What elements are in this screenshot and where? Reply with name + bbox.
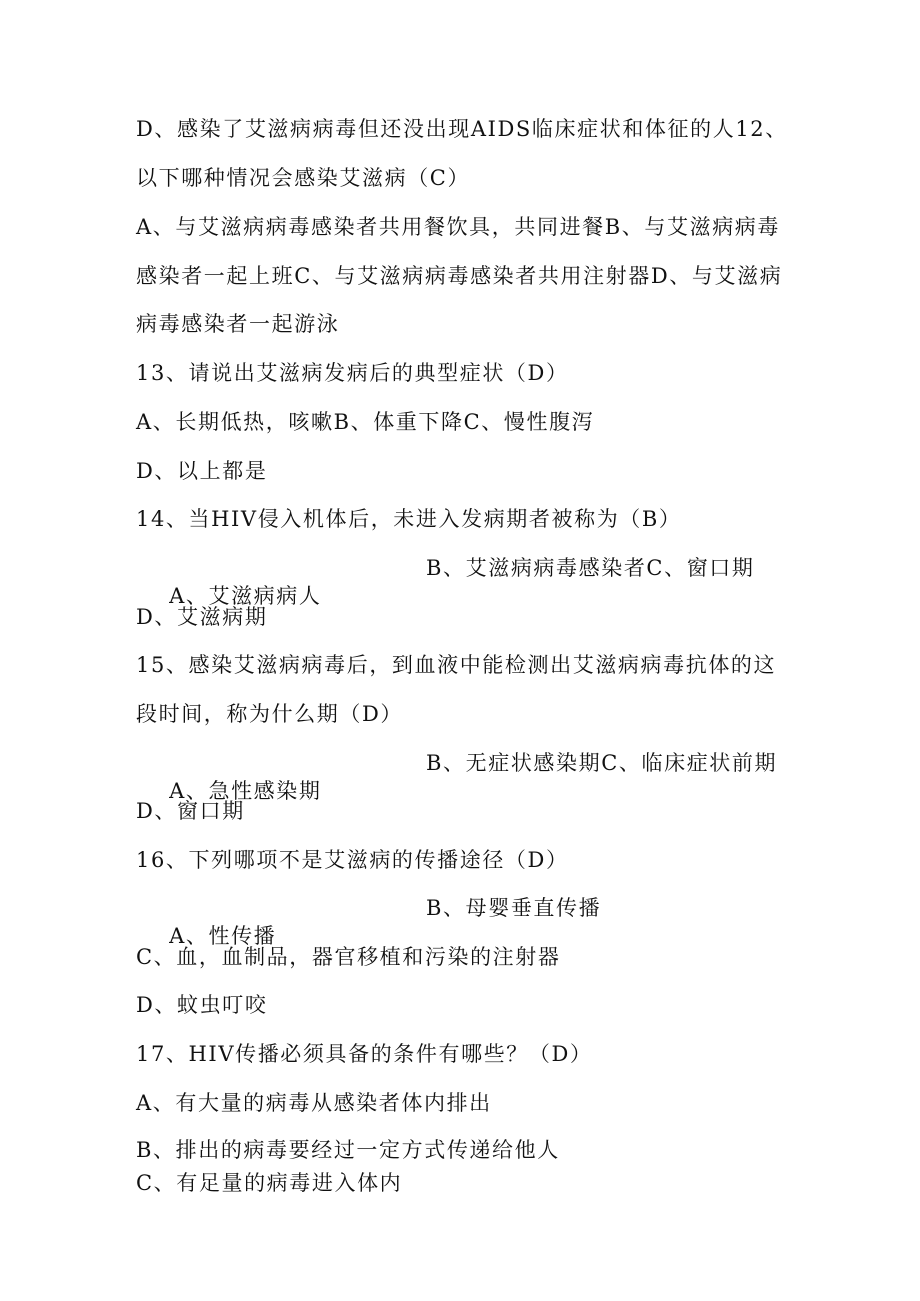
option-b: B、无症状感染期C、临床症状前期 xyxy=(426,751,778,775)
text-line: C、血，血制品，器官移植和污染的注射器 xyxy=(136,945,561,969)
question-17: 17、HIV传播必须具备的条件有哪些？（D） xyxy=(136,1042,593,1066)
text-line: 感染者一起上班C、与艾滋病病毒感染者共用注射器D、与艾滋病 xyxy=(136,264,783,288)
text-line: D、蚊虫叮咬 xyxy=(136,993,268,1017)
option-b: B、艾滋病病毒感染者C、窗口期 xyxy=(426,556,755,580)
question-13: 13、请说出艾滋病发病后的典型症状（D） xyxy=(136,361,569,385)
question-15: 15、感染艾滋病病毒后，到血液中能检测出艾滋病病毒抗体的这 xyxy=(136,653,777,677)
text-line: 段时间，称为什么期（D） xyxy=(136,702,404,726)
option-a: A、急性感染期 xyxy=(169,779,322,803)
text-line: D、艾滋病期 xyxy=(136,605,268,629)
text-line: A、长期低热，咳嗽B、体重下降C、慢性腹泻 xyxy=(136,410,595,434)
text-line: B、排出的病毒要经过一定方式传递给他人 xyxy=(136,1138,560,1162)
text-line: D、窗口期 xyxy=(136,799,245,823)
text-line: A、有大量的病毒从感染者体内排出 xyxy=(136,1091,492,1115)
text-line: C、有足量的病毒进入体内 xyxy=(136,1171,403,1195)
option-b: B、母婴垂直传播 xyxy=(426,896,602,920)
text-line: 病毒感染者一起游泳 xyxy=(136,312,340,336)
text-line: D、以上都是 xyxy=(136,459,268,483)
option-a: A、艾滋病病人 xyxy=(169,584,322,608)
text-line: A、与艾滋病病毒感染者共用餐饮具，共同进餐B、与艾滋病病毒 xyxy=(136,215,780,239)
question-14: 14、当HIV侵入机体后，未进入发病期者被称为（B） xyxy=(136,507,682,531)
option-a: A、性传播 xyxy=(169,924,277,948)
question-12: 以下哪种情况会感染艾滋病（C） xyxy=(136,166,471,190)
question-16: 16、下列哪项不是艾滋病的传播途径（D） xyxy=(136,848,569,872)
text-line: D、感染了艾滋病病毒但还没出现AIDS临床症状和体征的人12、 xyxy=(136,117,788,141)
